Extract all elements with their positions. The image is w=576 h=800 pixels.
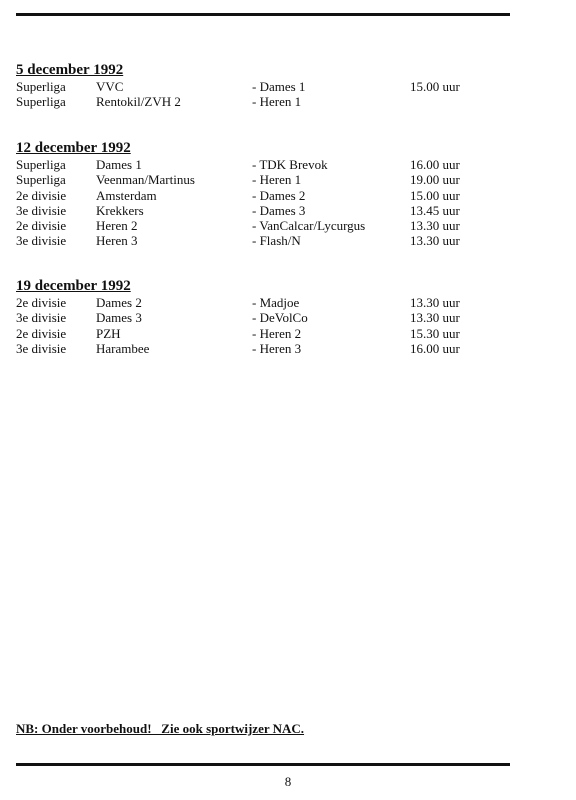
match-home: Rentokil/ZVH 2 — [96, 94, 181, 110]
match-home: Veenman/Martinus — [96, 172, 195, 188]
match-time: 13.30 uur — [410, 310, 460, 326]
match-row — [16, 233, 510, 248]
match-away: - Heren 2 — [252, 325, 302, 341]
bottom-rule — [16, 763, 510, 766]
match-time: 13.45 uur — [410, 202, 460, 218]
match-home: VVC — [96, 79, 124, 94]
match-league: Superliga — [16, 79, 66, 94]
match-row — [16, 295, 510, 310]
top-rule — [16, 13, 510, 16]
match-away: - Dames 1 — [252, 79, 306, 94]
section-19-december — [16, 278, 510, 356]
match-time: 19.00 uur — [410, 172, 460, 188]
match-time: 13.30 uur — [410, 218, 460, 234]
match-league: Superliga — [16, 94, 66, 110]
match-league: Superliga — [16, 172, 66, 188]
match-away: - Madjoe — [252, 295, 300, 310]
match-league: 2e divisie — [16, 218, 67, 234]
match-league: Superliga — [16, 157, 66, 172]
match-row — [16, 218, 510, 233]
match-home: Krekkers — [96, 202, 144, 218]
match-away: - Heren 1 — [252, 94, 302, 110]
footnote: NB: Onder voorbehoud! Zie ook sportwijzer NAC. — [16, 721, 305, 736]
match-home: Dames 1 — [96, 157, 142, 172]
match-home: Dames 3 — [96, 310, 142, 326]
match-away: - VanCalcar/Lycurgus — [252, 218, 366, 234]
match-time: 13.30 uur — [410, 233, 460, 249]
match-away: - Flash/N — [252, 233, 301, 249]
match-row — [16, 172, 510, 187]
section-title: 19 december 1992 — [16, 278, 131, 294]
match-home: PZH — [96, 325, 121, 341]
match-league: 3e divisie — [16, 310, 67, 326]
match-row — [16, 341, 510, 356]
match-time: 16.00 uur — [410, 340, 460, 356]
match-time: 15.30 uur — [410, 325, 460, 341]
section-title: 12 december 1992 — [16, 140, 131, 156]
match-row — [16, 94, 510, 109]
match-league: 2e divisie — [16, 187, 67, 203]
match-league: 2e divisie — [16, 325, 67, 341]
match-league: 3e divisie — [16, 202, 67, 218]
match-home: Dames 2 — [96, 295, 142, 310]
match-row — [16, 203, 510, 218]
match-away: - TDK Brevok — [252, 157, 328, 172]
match-away: - Dames 2 — [252, 187, 306, 203]
match-away: - DeVolCo — [252, 310, 308, 326]
match-time: 15.00 uur — [410, 187, 460, 203]
section-5-december — [16, 62, 510, 110]
match-time: 16.00 uur — [410, 157, 460, 172]
match-time: 13.30 uur — [410, 295, 460, 310]
match-away: - Heren 1 — [252, 172, 302, 188]
section-12-december — [16, 140, 510, 249]
match-home: Heren 3 — [96, 233, 138, 249]
match-away: - Dames 3 — [252, 202, 306, 218]
match-home: Amsterdam — [96, 187, 157, 203]
match-league: 2e divisie — [16, 295, 67, 310]
match-home: Heren 2 — [96, 218, 138, 234]
match-row — [16, 310, 510, 325]
page-number: 8 — [284, 774, 292, 789]
match-league: 3e divisie — [16, 340, 67, 356]
match-row — [16, 79, 510, 94]
match-row — [16, 188, 510, 203]
match-away: - Heren 3 — [252, 340, 302, 356]
match-home: Harambee — [96, 340, 150, 356]
match-row — [16, 157, 510, 172]
match-row — [16, 326, 510, 341]
match-time: 15.00 uur — [410, 79, 460, 94]
section-title: 5 december 1992 — [16, 62, 124, 78]
match-league: 3e divisie — [16, 233, 67, 249]
